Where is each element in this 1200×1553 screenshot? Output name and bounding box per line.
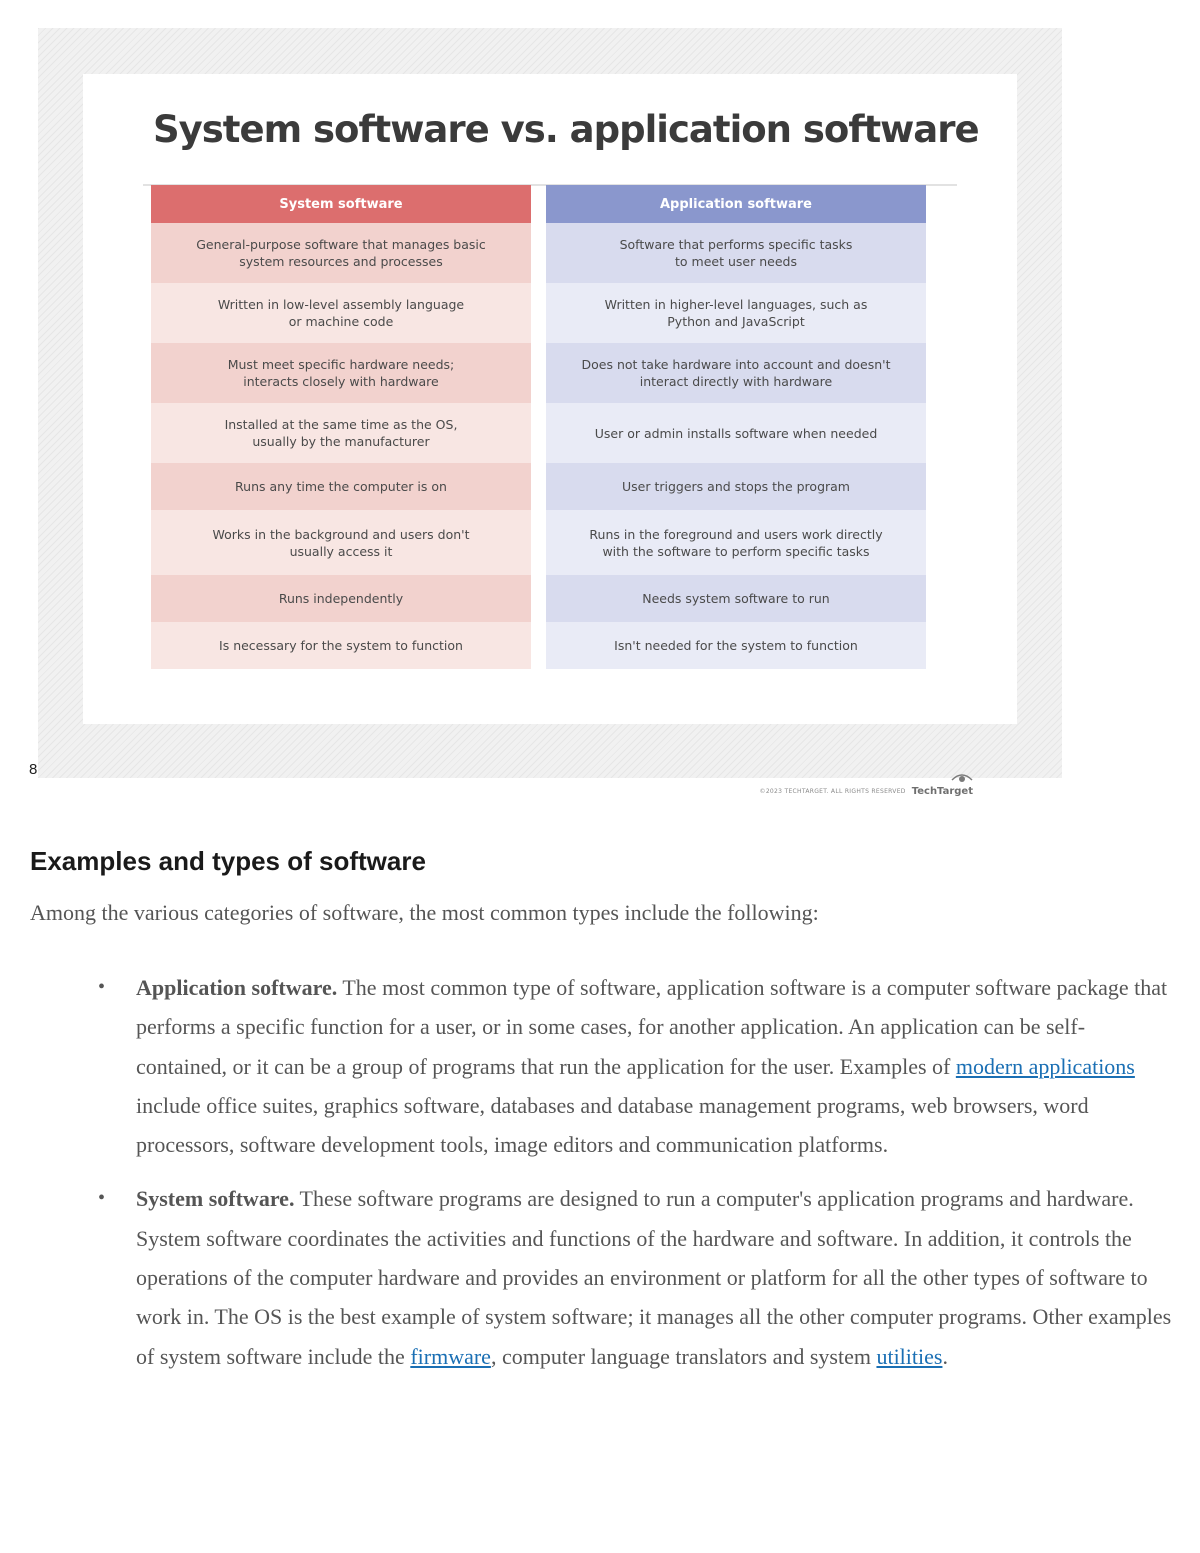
- application-cell: Written in higher-level languages, such as Python and JavaScript: [546, 283, 926, 343]
- item-text: include office suites, graphics software, databases and database management programs, web browsers, word processors, software development tools, image editors and communication platforms.: [136, 1092, 1089, 1158]
- system-cell: Installed at the same time as the OS, usually by the manufacturer: [151, 403, 531, 463]
- system-cell: Works in the background and users don't usually access it: [151, 510, 531, 575]
- item-term: Application software.: [136, 975, 338, 1000]
- system-software-column: [151, 185, 531, 669]
- infographic-card: [83, 74, 1017, 797]
- system-cell: Must meet specific hardware needs; interacts closely with hardware: [151, 343, 531, 403]
- item-text: .: [942, 1343, 948, 1369]
- infographic-footer: [760, 786, 973, 797]
- system-cell: Is necessary for the system to function: [151, 622, 531, 669]
- system-cell: Written in low-level assembly language or machine code: [151, 283, 531, 343]
- bullet-icon: •: [98, 1187, 106, 1210]
- page-marker: 8: [29, 761, 38, 778]
- brand-name: TechTarget: [911, 786, 973, 797]
- bullet-icon: •: [98, 976, 106, 998]
- system-cell: Runs any time the computer is on: [151, 463, 531, 510]
- system-cell: Runs independently: [151, 575, 531, 622]
- intro-paragraph: Among the various categories of software, the most common types include the following:: [30, 900, 819, 925]
- eye-icon: [951, 772, 973, 784]
- application-cell: Software that performs specific tasks to meet user needs: [546, 223, 926, 283]
- application-cell: Runs in the foreground and users work directly with the software to perform specific tasks: [546, 510, 926, 575]
- infographic-title: System software vs. application software: [153, 108, 979, 151]
- copyright-note: ©2023 TECHTARGET. ALL RIGHTS RESERVED: [759, 788, 906, 795]
- techtarget-logo: [912, 786, 973, 797]
- application-cell: User or admin installs software when needed: [546, 403, 926, 463]
- infographic: [38, 28, 1062, 797]
- application-cell: Isn't needed for the system to function: [546, 622, 926, 669]
- item-term: System software.: [136, 1186, 295, 1212]
- application-cell: Needs system software to run: [546, 575, 926, 622]
- software-types-list: [96, 968, 1176, 1391]
- application-software-column: [546, 185, 926, 669]
- application-software-header: Application software: [546, 185, 926, 223]
- item-text: These software programs are designed to run a computer's application programs and hardware. System software coordinates the activities and functions of the hardware and software. In addition, it controls the operations of the computer hardware and provides an environment or platform for all the other types of software to work in. The OS is the best example of system software; it manages all the other computer programs. Other examples of system software include the: [136, 1186, 1172, 1369]
- section-heading: Examples and types of software: [30, 846, 426, 876]
- item-text: The most common type of software, application software is a computer software package that performs a specific function for a user, or in some cases, for another application. An application can be self-contained, or it can be a group of programs that run the application for the user. Examples of: [136, 975, 1168, 1079]
- system-cell: General-purpose software that manages basic system resources and processes: [151, 223, 531, 283]
- application-cell: Does not take hardware into account and doesn't interact directly with hardware: [546, 343, 926, 403]
- modern-applications-link[interactable]: modern applications: [955, 1053, 1135, 1079]
- application-cell: User triggers and stops the program: [546, 463, 926, 510]
- utilities-link[interactable]: utilities: [876, 1343, 943, 1369]
- firmware-link[interactable]: firmware: [410, 1343, 491, 1369]
- system-software-header: System software: [151, 185, 531, 223]
- list-item: [96, 1179, 1176, 1375]
- list-item: [96, 968, 1176, 1164]
- item-text: , computer language translators and system: [490, 1343, 877, 1369]
